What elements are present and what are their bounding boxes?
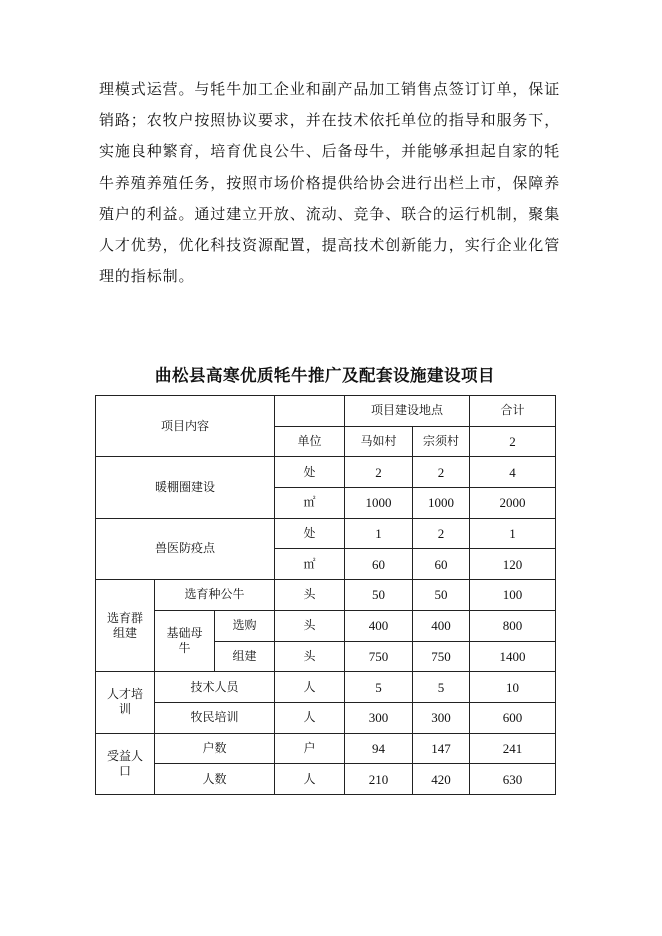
header-unit: 单位 [275,426,345,457]
total-cell: 120 [470,549,556,580]
unit-cell: 头 [275,580,345,611]
table-title: 曲松县高寒优质牦牛推广及配套设施建设项目 [155,366,495,385]
talent-label: 人才培训 [96,672,155,733]
total-cell: 800 [470,610,556,641]
header-content: 项目内容 [96,396,275,457]
table-row [96,457,556,488]
header-empty [275,396,345,427]
paragraph-line: 销路；农牧户按照协议要求，并在技术依托单位的指导和服务下， [99,111,561,130]
total-cell: 1 [470,518,556,549]
unit-cell: ㎡ [275,488,345,519]
value-cell: 2 [345,457,413,488]
value-cell: 1000 [345,488,413,519]
value-cell: 50 [413,580,470,611]
value-cell: 300 [345,702,413,733]
buy-label: 选购 [215,610,275,641]
greenhouse-label: 暖棚圈建设 [96,457,275,518]
paragraph-line: 理的指标制。 [99,267,195,286]
paragraph-line: 牛养殖养殖任务，按照市场价格提供给协会进行出栏上市，保障养 [99,173,561,192]
table-row [96,518,556,549]
beneficiary-label: 受益人口 [96,733,155,794]
value-cell: 5 [413,672,470,703]
herd-label: 选育群组建 [96,580,155,672]
unit-cell: 处 [275,457,345,488]
unit-cell: 头 [275,610,345,641]
unit-cell: 户 [275,733,345,764]
table-row [96,610,556,641]
people-label: 人数 [155,764,275,795]
value-cell: 400 [413,610,470,641]
total-cell: 10 [470,672,556,703]
value-cell: 94 [345,733,413,764]
cow-label: 基础母牛 [155,610,215,671]
total-cell: 2000 [470,488,556,519]
value-cell: 750 [413,641,470,672]
value-cell: 420 [413,764,470,795]
herders-label: 牧民培训 [155,702,275,733]
vet-label: 兽医防疫点 [96,518,275,579]
total-cell: 241 [470,733,556,764]
header-village1: 马如村 [345,426,413,457]
header-location: 项目建设地点 [345,396,470,427]
unit-cell: 人 [275,702,345,733]
header-total: 合计 [470,396,556,427]
unit-cell: 人 [275,672,345,703]
paragraph-line: 人才优势，优化科技资源配置，提高技术创新能力，实行企业化管 [99,236,561,255]
value-cell: 750 [345,641,413,672]
unit-cell: ㎡ [275,549,345,580]
unit-cell: 人 [275,764,345,795]
table-row [96,733,556,764]
paragraph-line: 殖户的利益。通过建立开放、流动、竞争、联合的运行机制，聚集 [99,204,561,223]
value-cell: 60 [345,549,413,580]
total-cell: 1400 [470,641,556,672]
value-cell: 210 [345,764,413,795]
tech-label: 技术人员 [155,672,275,703]
table-row [96,672,556,703]
unit-cell: 处 [275,518,345,549]
table-row [96,764,556,795]
value-cell: 2 [413,518,470,549]
total-cell: 600 [470,702,556,733]
value-cell: 147 [413,733,470,764]
value-cell: 1000 [413,488,470,519]
value-cell: 50 [345,580,413,611]
table-row [96,396,556,427]
value-cell: 60 [413,549,470,580]
total-cell: 630 [470,764,556,795]
project-table [95,395,556,795]
paragraph-line: 理模式运营。与牦牛加工企业和副产品加工销售点签订订单，保证 [99,80,561,98]
value-cell: 5 [345,672,413,703]
header-village2: 宗须村 [413,426,470,457]
households-label: 户数 [155,733,275,764]
total-cell: 4 [470,457,556,488]
table-row [96,702,556,733]
paragraph-line: 实施良种繁育，培育优良公牛、后备母牛，并能够承担起自家的牦 [99,142,561,161]
value-cell: 300 [413,702,470,733]
value-cell: 2 [413,457,470,488]
unit-cell: 头 [275,641,345,672]
total-cell: 100 [470,580,556,611]
header-total-count: 2 [470,426,556,457]
value-cell: 1 [345,518,413,549]
bull-label: 选育种公牛 [155,580,275,611]
body-paragraph [99,74,569,292]
value-cell: 400 [345,610,413,641]
table-row [96,580,556,611]
build-label: 组建 [215,641,275,672]
